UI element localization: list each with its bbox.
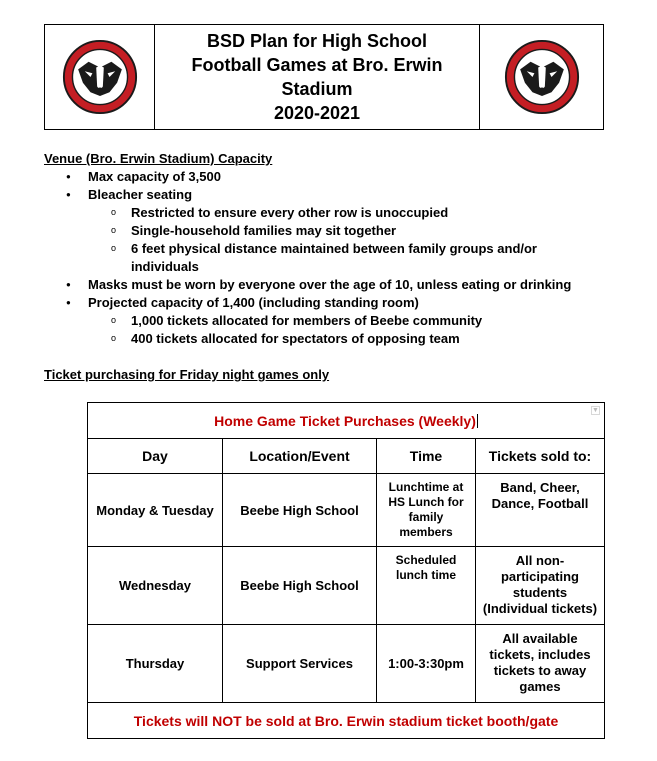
table-footer-note: Tickets will NOT be sold at Bro. Erwin stadium ticket booth/gate: [88, 703, 605, 739]
text-cursor: [477, 414, 478, 428]
table-row: [88, 547, 605, 625]
title-line-1: BSD Plan for High School: [206, 31, 427, 51]
list-item: o 1,000 tickets allocated for members of Beebe community: [88, 312, 551, 330]
table-row: [88, 474, 605, 547]
list-item: [44, 186, 571, 276]
cell-location: Beebe High School: [223, 474, 377, 547]
table-row: [88, 625, 605, 703]
cell-day: Thursday: [88, 625, 223, 703]
table-header-row: [88, 439, 605, 474]
list-item: [44, 294, 571, 348]
right-logo-cell: [479, 25, 603, 129]
list-item: o Single-household families may sit together: [88, 222, 551, 240]
cell-location: Support Services: [223, 625, 377, 703]
cell-menu-arrow-icon[interactable]: ▼: [592, 407, 599, 414]
list-item: o Restricted to ensure every other row is unoccupied: [88, 204, 551, 222]
venue-item-1: Max capacity of 3,500: [88, 169, 221, 184]
list-item: o 400 tickets allocated for spectators of opposing team: [88, 330, 551, 348]
venue-heading: Venue (Bro. Erwin Stadium) Capacity: [44, 151, 273, 166]
bleacher-sublist: [88, 204, 571, 276]
cell-sold-to: Band, Cheer, Dance, Football: [476, 474, 605, 547]
document-title: [155, 25, 479, 129]
venue-item-3: Masks must be worn by everyone over the age of 10, unless eating or drinking: [88, 277, 572, 292]
table-title: Home Game Ticket Purchases (Weekly): [214, 412, 476, 429]
column-header-location: Location/Event: [223, 439, 377, 474]
column-header-day: Day: [88, 439, 223, 474]
title-line-2: Football Games at Bro. Erwin: [191, 55, 443, 75]
table-title-cell: [88, 403, 605, 439]
cell-time: Scheduled lunch time: [377, 547, 476, 625]
badger-logo-left: [62, 39, 138, 115]
cell-sold-to: All available tickets, includes tickets to away games: [476, 625, 605, 703]
ticket-table: [87, 402, 605, 739]
cell-time: Lunchtime at HS Lunch for family members: [377, 474, 476, 547]
cell-location: Beebe High School: [223, 547, 377, 625]
ticket-heading: Ticket purchasing for Friday night games only: [44, 367, 330, 382]
title-line-3: Stadium: [281, 79, 353, 99]
list-item: o 6 feet physical distance maintained between family groups and/or individuals: [88, 240, 551, 276]
cell-time: 1:00-3:30pm: [377, 625, 476, 703]
column-header-sold-to: Tickets sold to:: [476, 439, 605, 474]
title-line-4: 2020-2021: [273, 103, 361, 123]
capacity-sublist: [88, 312, 571, 348]
list-item: [44, 276, 571, 294]
venue-list: [44, 168, 571, 348]
left-logo-cell: [45, 25, 155, 129]
cell-sold-to: All non-participating students (Individual tickets): [476, 547, 605, 625]
cell-day: Wednesday: [88, 547, 223, 625]
document-header: [44, 24, 604, 130]
badger-logo-right: [504, 39, 580, 115]
column-header-time: Time: [377, 439, 476, 474]
list-item: [44, 168, 571, 186]
venue-item-4: Projected capacity of 1,400 (including standing room): [88, 295, 419, 310]
venue-item-2: Bleacher seating: [88, 187, 193, 202]
cell-day: Monday & Tuesday: [88, 474, 223, 547]
